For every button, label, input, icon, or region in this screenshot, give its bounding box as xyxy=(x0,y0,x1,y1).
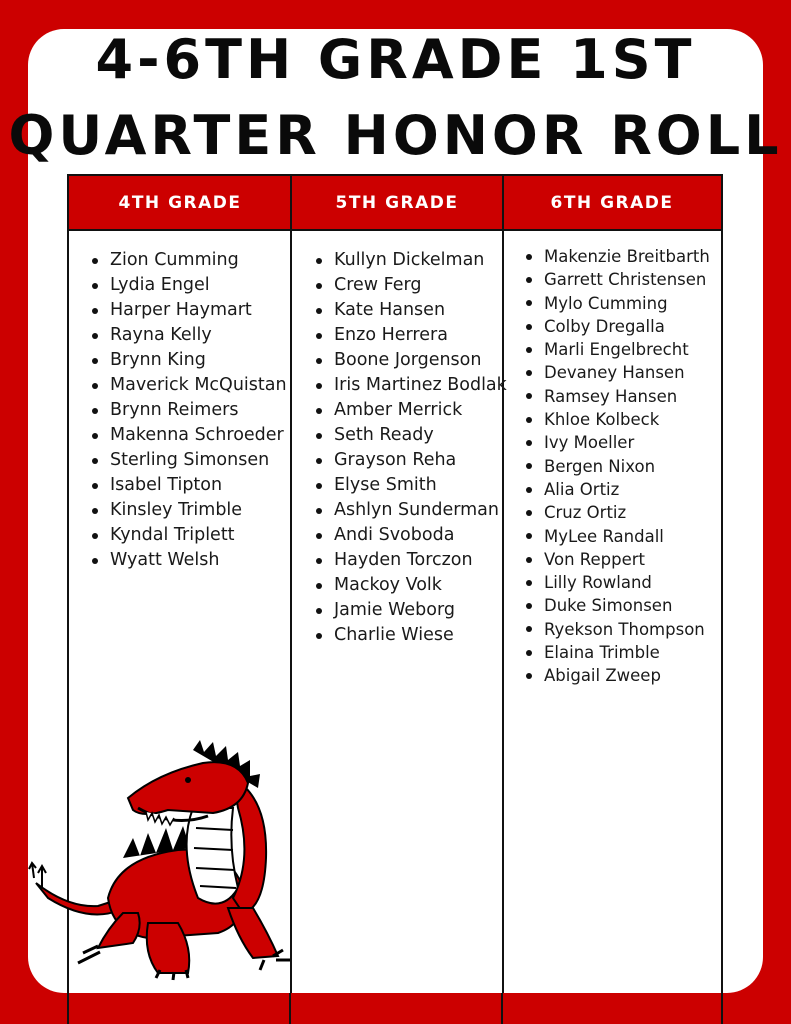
dragon-mascot-icon xyxy=(28,738,298,988)
list-item: Garrett Christensen xyxy=(523,268,710,291)
list-item: Mylo Cumming xyxy=(523,292,710,315)
header-6th-grade: 6TH GRADE xyxy=(550,192,674,213)
list-item: Makenzie Breitbarth xyxy=(523,245,710,268)
list-item: Kyndal Triplett xyxy=(89,523,287,548)
list-item: Kate Hansen xyxy=(313,298,507,323)
title-line-2: QUARTER HONOR ROLL xyxy=(8,104,783,167)
list-item: Maverick McQuistan xyxy=(89,373,287,398)
table-header-row xyxy=(69,174,721,231)
student-list-5th xyxy=(313,248,507,648)
list-item: MyLee Randall xyxy=(523,525,710,548)
list-item: Mackoy Volk xyxy=(313,573,507,598)
student-list-4th xyxy=(89,248,287,573)
title-line-1: 4-6TH GRADE 1ST xyxy=(95,28,696,91)
list-item: Charlie Wiese xyxy=(313,623,507,648)
column-5th-grade xyxy=(313,248,507,648)
list-item: Devaney Hansen xyxy=(523,361,710,384)
header-4th-grade: 4TH GRADE xyxy=(118,192,242,213)
column-4th-grade xyxy=(89,248,287,573)
list-item: Boone Jorgenson xyxy=(313,348,507,373)
list-item: Hayden Torczon xyxy=(313,548,507,573)
column-6th-grade xyxy=(523,245,710,688)
list-item: Makenna Schroeder xyxy=(89,423,287,448)
header-5th-grade: 5TH GRADE xyxy=(335,192,459,213)
list-item: Grayson Reha xyxy=(313,448,507,473)
student-list-6th xyxy=(523,245,710,688)
list-item: Rayna Kelly xyxy=(89,323,287,348)
list-item: Elaina Trimble xyxy=(523,641,710,664)
list-item: Isabel Tipton xyxy=(89,473,287,498)
list-item: Seth Ready xyxy=(313,423,507,448)
table-right-edge xyxy=(721,993,723,1024)
list-item: Harper Haymart xyxy=(89,298,287,323)
list-item: Brynn Reimers xyxy=(89,398,287,423)
list-item: Lydia Engel xyxy=(89,273,287,298)
page-title xyxy=(0,22,791,174)
list-item: Ivy Moeller xyxy=(523,431,710,454)
list-item: Bergen Nixon xyxy=(523,455,710,478)
list-item: Sterling Simonsen xyxy=(89,448,287,473)
list-item: Kullyn Dickelman xyxy=(313,248,507,273)
list-item: Elyse Smith xyxy=(313,473,507,498)
list-item: Iris Martinez Bodlak xyxy=(313,373,507,398)
list-item: Lilly Rowland xyxy=(523,571,710,594)
list-item: Amber Merrick xyxy=(313,398,507,423)
list-item: Alia Ortiz xyxy=(523,478,710,501)
list-item: Cruz Ortiz xyxy=(523,501,710,524)
list-item: Andi Svoboda xyxy=(313,523,507,548)
list-item: Jamie Weborg xyxy=(313,598,507,623)
list-item: Kinsley Trimble xyxy=(89,498,287,523)
list-item: Wyatt Welsh xyxy=(89,548,287,573)
list-item: Ashlyn Sunderman xyxy=(313,498,507,523)
list-item: Ryekson Thompson xyxy=(523,618,710,641)
list-item: Marli Engelbrecht xyxy=(523,338,710,361)
list-item: Crew Ferg xyxy=(313,273,507,298)
list-item: Colby Dregalla xyxy=(523,315,710,338)
list-item: Ramsey Hansen xyxy=(523,385,710,408)
column-divider xyxy=(289,993,291,1024)
list-item: Von Reppert xyxy=(523,548,710,571)
bottom-border-band xyxy=(0,993,791,1024)
list-item: Duke Simonsen xyxy=(523,594,710,617)
list-item: Brynn King xyxy=(89,348,287,373)
column-divider xyxy=(501,993,503,1024)
list-item: Enzo Herrera xyxy=(313,323,507,348)
list-item: Khloe Kolbeck xyxy=(523,408,710,431)
table-left-edge xyxy=(67,993,69,1024)
list-item: Abigail Zweep xyxy=(523,664,710,687)
list-item: Zion Cumming xyxy=(89,248,287,273)
